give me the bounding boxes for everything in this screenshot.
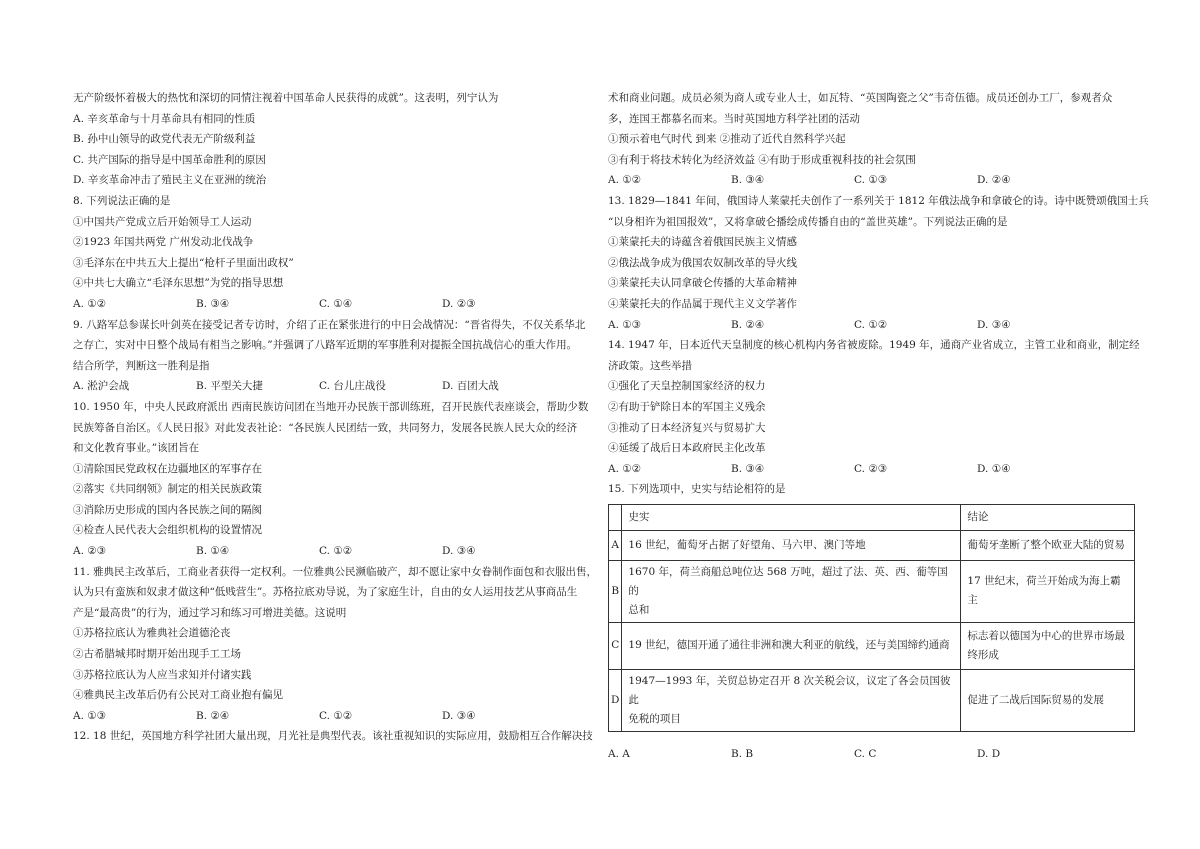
row-letter: D [609, 669, 622, 731]
q12-option-a: A. ①② [608, 174, 642, 187]
q14-option-b: B. ③④ [731, 462, 765, 475]
q11-option-b: B. ②④ [196, 709, 230, 722]
q12-items-1-2: ①预示着电气时代 到来 ②推动了近代自然科学兴起 [608, 133, 846, 146]
q11-stem-line: 11. 雅典民主改革后，工商业者获得一定权利。一位雅典公民濒临破产，却不愿让家中女眷制作面包和衣服出售， [73, 565, 598, 578]
q8-item-4: ④中共七大确立“毛泽东思想”为党的指导思想 [73, 277, 284, 290]
q10-option-c: C. ①② [319, 545, 353, 558]
row-fact: 16 世纪，葡萄牙占据了好望角、马六甲、澳门等地 [622, 530, 961, 560]
q14-item-3: ③推动了日本经济复兴与贸易扩大 [608, 421, 766, 434]
q13-option-c: C. ①② [854, 318, 888, 331]
q14-option-a: A. ①② [608, 462, 642, 475]
row-conclusion: 标志着以德国为中心的世界市场最 终形成 [961, 622, 1135, 669]
q10-option-d: D. ③④ [442, 545, 476, 558]
q12-option-c: C. ①③ [854, 174, 888, 187]
q11-option-c: C. ①② [319, 709, 353, 722]
table-header-row [609, 504, 1135, 530]
q11-item-1: ①苏格拉底认为雅典社会道德沦丧 [73, 627, 231, 640]
q8-item-2: ②1923 年国共两党 广州发动北伐战争 [73, 236, 254, 249]
q13-item-3: ③莱蒙托夫认同拿破仑传播的大革命精神 [608, 277, 797, 290]
table-row [609, 530, 1135, 560]
q13-option-d: D. ③④ [977, 318, 1011, 331]
row-fact: 1670 年，荷兰商船总吨位达 568 万吨，超过了法、英、西、葡等国的 总和 [622, 560, 961, 622]
q11-stem-line: 产是“最高贵”的行为，通过学习和练习可增进美德。这说明 [73, 606, 347, 619]
q10-item-4: ④检查人民代表大会组织机构的设置情况 [73, 524, 262, 537]
q15-option-c: C. C [854, 747, 877, 760]
q11-option-d: D. ③④ [442, 709, 476, 722]
q11-item-4: ④雅典民主改革后仍有公民对工商业抱有偏见 [73, 689, 283, 702]
q9-stem-line: 之存亡，实对中日整个战局有相当之影响。”并强调了八路军近期的军事胜利对提振全国抗战信心的重大作用。 [73, 339, 578, 352]
q10-item-3: ③消除历史形成的国内各民族之间的隔阂 [73, 503, 262, 516]
q15-options [608, 744, 1143, 765]
q15-option-b: B. B [731, 747, 754, 760]
q10-stem-line: 和文化教育事业。”该团旨在 [73, 442, 200, 455]
q13-stem-line: “以身相许为祖国报效”，又将拿破仑播绘成传播自由的“盖世英雄”。下列说法正确的是 [608, 215, 1008, 228]
q8-stem: 8. 下列说法正确的是 [73, 194, 171, 207]
q12-stem-line: 术和商业问题。成员必须为商人或专业人士，如瓦特、“英国陶瓷之父”韦奇伍德。成员还创办工厂，参观者众 [608, 92, 1113, 104]
q7-stem-tail: 无产阶级怀着极大的热忱和深切的同情注视着中国革命人民获得的成就”。这表明，列宁认为 [73, 92, 499, 104]
q12-option-b: B. ③④ [731, 174, 765, 187]
q14-stem-line: 14. 1947 年，日本近代天皇制度的核心机构内务省被废除。1949 年，通商产业省成立，主管工业和商业，制定经 [608, 339, 1140, 352]
q13-option-b: B. ②④ [731, 318, 765, 331]
right-column [608, 88, 1149, 764]
table-header-cell: 史实 [622, 504, 961, 530]
q10-stem-line: 10. 1950 年，中央人民政府派出 西南民族访问团在当地开办民族干部训练班，召开民族代表座谈会，帮助少数 [73, 400, 589, 413]
table-row [609, 622, 1135, 669]
q14-item-2: ②有助于铲除日本的军国主义残余 [608, 400, 766, 413]
q12-option-d: D. ②④ [977, 174, 1011, 187]
q9-option-b: B. 平型关大捷 [196, 380, 263, 393]
table-row [609, 560, 1135, 622]
q8-option-b: B. ③④ [196, 297, 230, 310]
q10-option-b: B. ①④ [196, 545, 230, 558]
row-letter: C [609, 622, 622, 669]
row-conclusion: 葡萄牙垄断了整个欧亚大陆的贸易 [961, 530, 1135, 560]
row-letter: A [609, 530, 622, 560]
q8-options [73, 294, 608, 315]
q8-item-3: ③毛泽东在中共五大上提出“枪杆子里面出政权” [73, 256, 294, 269]
q11-option-a: A. ①③ [73, 709, 107, 722]
q15-option-a: A. A [608, 747, 630, 760]
q7-option-c: C. 共产国际的指导是中国革命胜利的原因 [73, 153, 266, 166]
q11-stem-line: 认为只有蛮族和奴隶才做这种“低贱营生”。苏格拉底劝导说，为了家庭生计，自由的女人运用技艺从事商品生 [73, 586, 578, 599]
q10-options [73, 541, 608, 562]
q10-item-1: ①清除国民党政权在边疆地区的军事存在 [73, 462, 262, 475]
q9-option-a: A. 淞沪会战 [73, 380, 130, 393]
q8-option-a: A. ①② [73, 297, 107, 310]
q13-item-4: ④莱蒙托夫的作品属于现代主义文学著作 [608, 297, 797, 310]
q12-stem-line: 多，连国王都慕名而来。当时英国地方科学社团的活动 [608, 112, 860, 125]
row-fact: 1947—1993 年，关贸总协定召开 8 次关税会议，议定了各会员国彼此 免税的项目 [622, 669, 961, 731]
q14-item-4: ④延缓了战后日本政府民主化改革 [608, 442, 766, 455]
q9-options [73, 376, 608, 397]
q8-option-d: D. ②③ [442, 297, 476, 310]
q7-option-a: A. 辛亥革命与十月革命具有相同的性质 [73, 112, 256, 125]
q13-stem-line: 13. 1829—1841 年间，俄国诗人莱蒙托夫创作了一系列关于 1812 年俄法战争和拿破仑的诗。诗中既赞颂俄国士兵 [608, 194, 1149, 207]
row-conclusion: 促进了二战后国际贸易的发展 [961, 669, 1135, 731]
q9-option-c: C. 台儿庄战役 [319, 380, 386, 393]
q13-option-a: A. ①③ [608, 318, 642, 331]
q8-item-1: ①中国共产党成立后开始领导工人运动 [73, 215, 252, 228]
q11-item-2: ②古希腊城邦时期开始出现手工工场 [73, 648, 241, 661]
q14-option-c: C. ②③ [854, 462, 888, 475]
q13-item-2: ②俄法战争成为俄国农奴制改革的导火线 [608, 256, 797, 269]
q10-stem-line: 民族筹备自治区。《人民日报》对此发表社论：“各民族人民团结一致，共同努力，发展各民族人民大众的经济 [73, 421, 578, 434]
q12-items-3-4: ③有利于将技术转化为经济效益 ④有助于形成重视科技的社会氛围 [608, 153, 916, 166]
q11-item-3: ③苏格拉底认为人应当求知并付诸实践 [73, 668, 252, 681]
q10-item-2: ②落实《共同纲领》制定的相关民族政策 [73, 483, 262, 496]
q9-stem-line: 9. 八路军总参谋长叶剑英在接受记者专访时，介绍了正在紧张进行的中日会战情况：“晋省得失，不仅关系华北 [73, 318, 586, 331]
q10-option-a: A. ②③ [73, 545, 107, 558]
q9-option-d: D. 百团大战 [442, 380, 499, 393]
row-letter: B [609, 560, 622, 622]
q14-options [608, 459, 1143, 480]
table-header-cell [609, 504, 622, 530]
q11-options [73, 706, 608, 727]
q15-stem: 15. 下列选项中，史实与结论相符的是 [608, 483, 786, 496]
q15-option-d: D. D [977, 747, 1001, 760]
q15-table [608, 504, 1135, 732]
q8-option-c: C. ①④ [319, 297, 353, 310]
q14-option-d: D. ①④ [977, 462, 1011, 475]
q12-stem-start: 12. 18 世纪，英国地方科学社团大量出现，月光社是典型代表。该社重视知识的实际应用，鼓励相互合作解决技 [73, 730, 593, 743]
row-conclusion: 17 世纪末，荷兰开始成为海上霸主 [961, 560, 1135, 622]
table-row [609, 669, 1135, 731]
q7-option-b: B. 孙中山领导的政党代表无产阶级利益 [73, 133, 256, 146]
q12-options [608, 170, 1143, 191]
q7-option-d: D. 辛亥革命冲击了殖民主义在亚洲的统治 [73, 174, 267, 187]
q14-item-1: ①强化了天皇控制国家经济的权力 [608, 380, 766, 393]
left-column [73, 88, 608, 747]
q9-stem-line: 结合所学，判断这一胜利是指 [73, 359, 210, 372]
q13-options [608, 315, 1143, 336]
row-fact: 19 世纪，德国开通了通往非洲和澳大利亚的航线，还与美国缔约通商 [622, 622, 961, 669]
table-header-cell: 结论 [961, 504, 1135, 530]
q13-item-1: ①莱蒙托夫的诗蕴含着俄国民族主义情感 [608, 236, 797, 249]
q14-stem-line: 济政策。这些举措 [608, 359, 692, 372]
